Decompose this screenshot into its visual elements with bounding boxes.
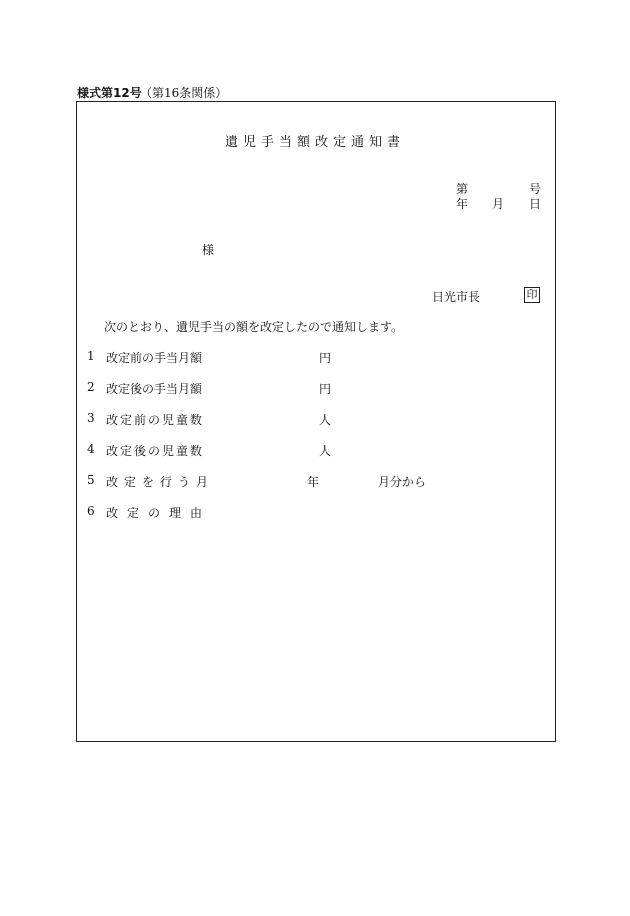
item-label: 改定前の手当月額 — [106, 351, 203, 365]
document-title: 遺児手当額改定通知書 — [224, 135, 405, 150]
addressee-suffix: 様 — [202, 243, 215, 257]
doc-number-suffix: 号 — [529, 182, 542, 196]
item-unit: 円 — [319, 351, 332, 365]
item-unit-year: 年 — [307, 475, 320, 489]
item-unit: 人 — [319, 444, 332, 458]
item-label: 改定の理由 — [106, 506, 212, 520]
item-number: 1 — [87, 349, 95, 363]
body-text: 次のとおり、遺児手当の額を改定したので通知します。 — [104, 320, 404, 334]
date-month: 月 — [492, 197, 505, 211]
form-relation: （第16条関係） — [140, 86, 228, 100]
item-label: 改定後の児童数 — [106, 444, 205, 458]
form-number: 様式第12号 — [77, 86, 142, 100]
item-unit: 人 — [319, 413, 332, 427]
item-label: 改定前の児童数 — [106, 413, 205, 427]
issuer: 日光市長 — [432, 290, 481, 304]
seal-stamp: 印 — [524, 287, 540, 303]
item-number: 2 — [87, 380, 95, 394]
item-label: 改定を行う月 — [106, 475, 215, 489]
item-unit: 円 — [319, 382, 332, 396]
date-year: 年 — [456, 197, 469, 211]
item-number: 3 — [87, 411, 95, 425]
date-day: 日 — [529, 197, 542, 211]
item-number: 4 — [87, 442, 95, 456]
item-unit-month: 月分から — [378, 475, 427, 489]
item-number: 5 — [87, 473, 95, 487]
item-number: 6 — [87, 504, 95, 518]
doc-number-label: 第 — [456, 182, 469, 196]
item-label: 改定後の手当月額 — [106, 382, 203, 396]
